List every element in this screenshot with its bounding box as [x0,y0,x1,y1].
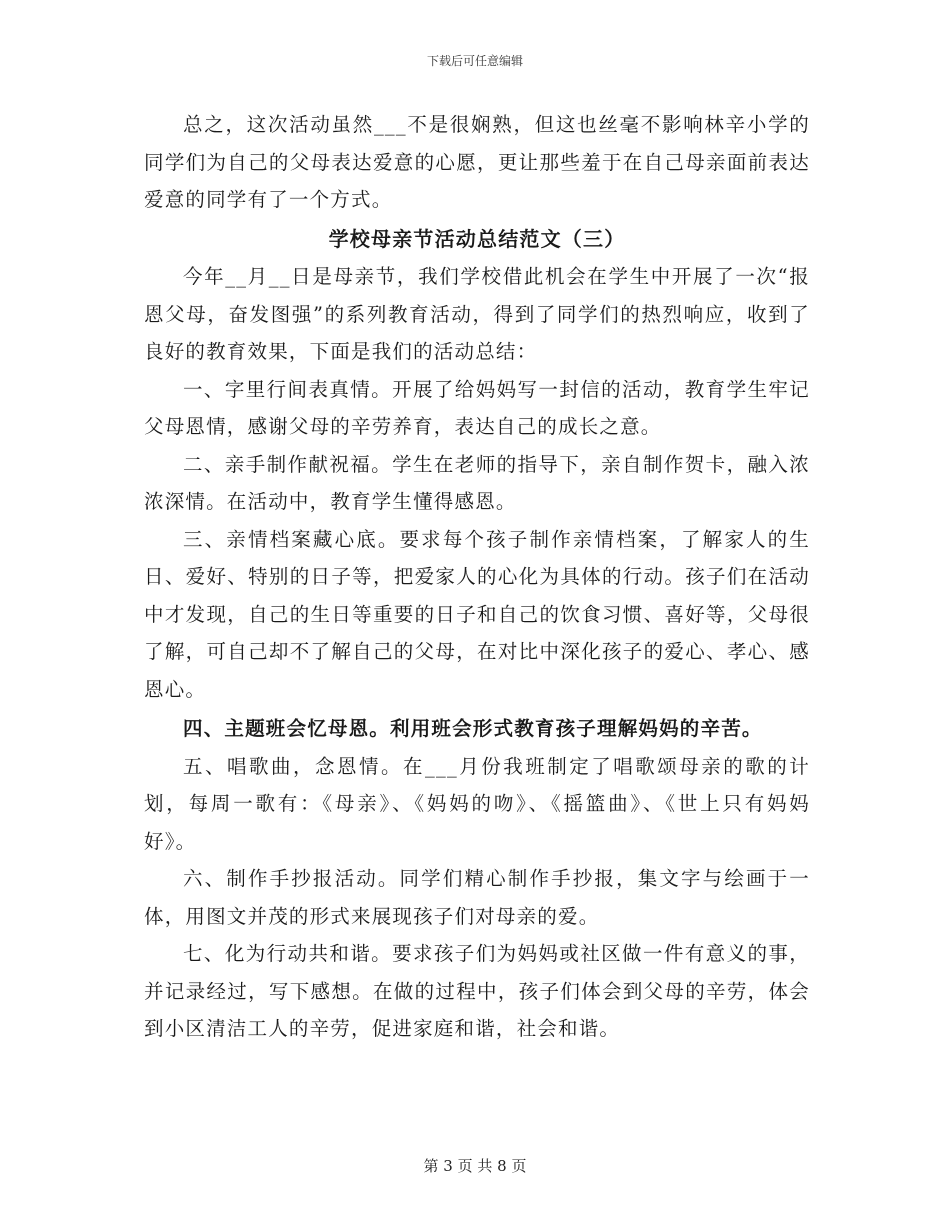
paragraph-item-1: 一、字里行间表真情。开展了给妈妈写一封信的活动，教育学生牢记父母恩情，感谢父母的辛劳养育，表达自己的成长之意。 [144,377,810,438]
page-footer: 第 3 页 共 8 页 [423,1157,527,1175]
paragraph-item-3: 三、亲情档案藏心底。要求每个孩子制作亲情档案，了解家人的生日、爱好、特别的日子等，把爱家人的心化为具体的行动。孩子们在活动中才发现，自己的生日等重要的日子和自己的饮食习惯、喜好等，父母很了解，可自己却不了解自己的父母，在对比中深化孩子的爱心、孝心、感恩心。 [144,527,810,701]
document-body [144,106,810,1048]
paragraph-item-6: 六、制作手抄报活动。同学们精心制作手抄报，集文字与绘画于一体，用图文并茂的形式来展现孩子们对母亲的爱。 [144,867,810,928]
paragraph-item-2: 二、亲手制作献祝福。学生在老师的指导下，亲自制作贺卡，融入浓浓深情。在活动中，教育学生懂得感恩。 [144,452,810,513]
paragraph-item-4: 四、主题班会忆母恩。利用班会形式教育孩子理解妈妈的辛苦。 [183,717,763,740]
paragraph-conclusion: 总之，这次活动虽然___不是很娴熟，但这也丝毫不影响林辛小学的同学们为自己的父母表达爱意的心愿，更让那些羞于在自己母亲面前表达爱意的同学有了一个方式。 [144,113,810,211]
paragraph-intro: 今年__月__日是母亲节，我们学校借此机会在学生中开展了一次“报恩父母，奋发图强”的系列教育活动，得到了同学们的热烈响应，收到了良好的教育效果，下面是我们的活动总结： [144,265,810,363]
section-title: 学校母亲节活动总结范文（三） [328,226,626,251]
page-header: 下载后可任意编辑 [426,54,523,68]
paragraph-item-7: 七、化为行动共和谐。要求孩子们为妈妈或社区做一件有意义的事，并记录经过，写下感想。在做的过程中，孩子们体会到父母的辛劳，体会到小区清洁工人的辛劳，促进家庭和谐，社会和谐。 [144,942,810,1040]
paragraph-item-5: 五、唱歌曲，念恩情。在___月份我班制定了唱歌颂母亲的歌的计划，每周一歌有：《母亲》、《妈妈的吻》、《摇篮曲》、《世上只有妈妈好》。 [144,754,810,853]
